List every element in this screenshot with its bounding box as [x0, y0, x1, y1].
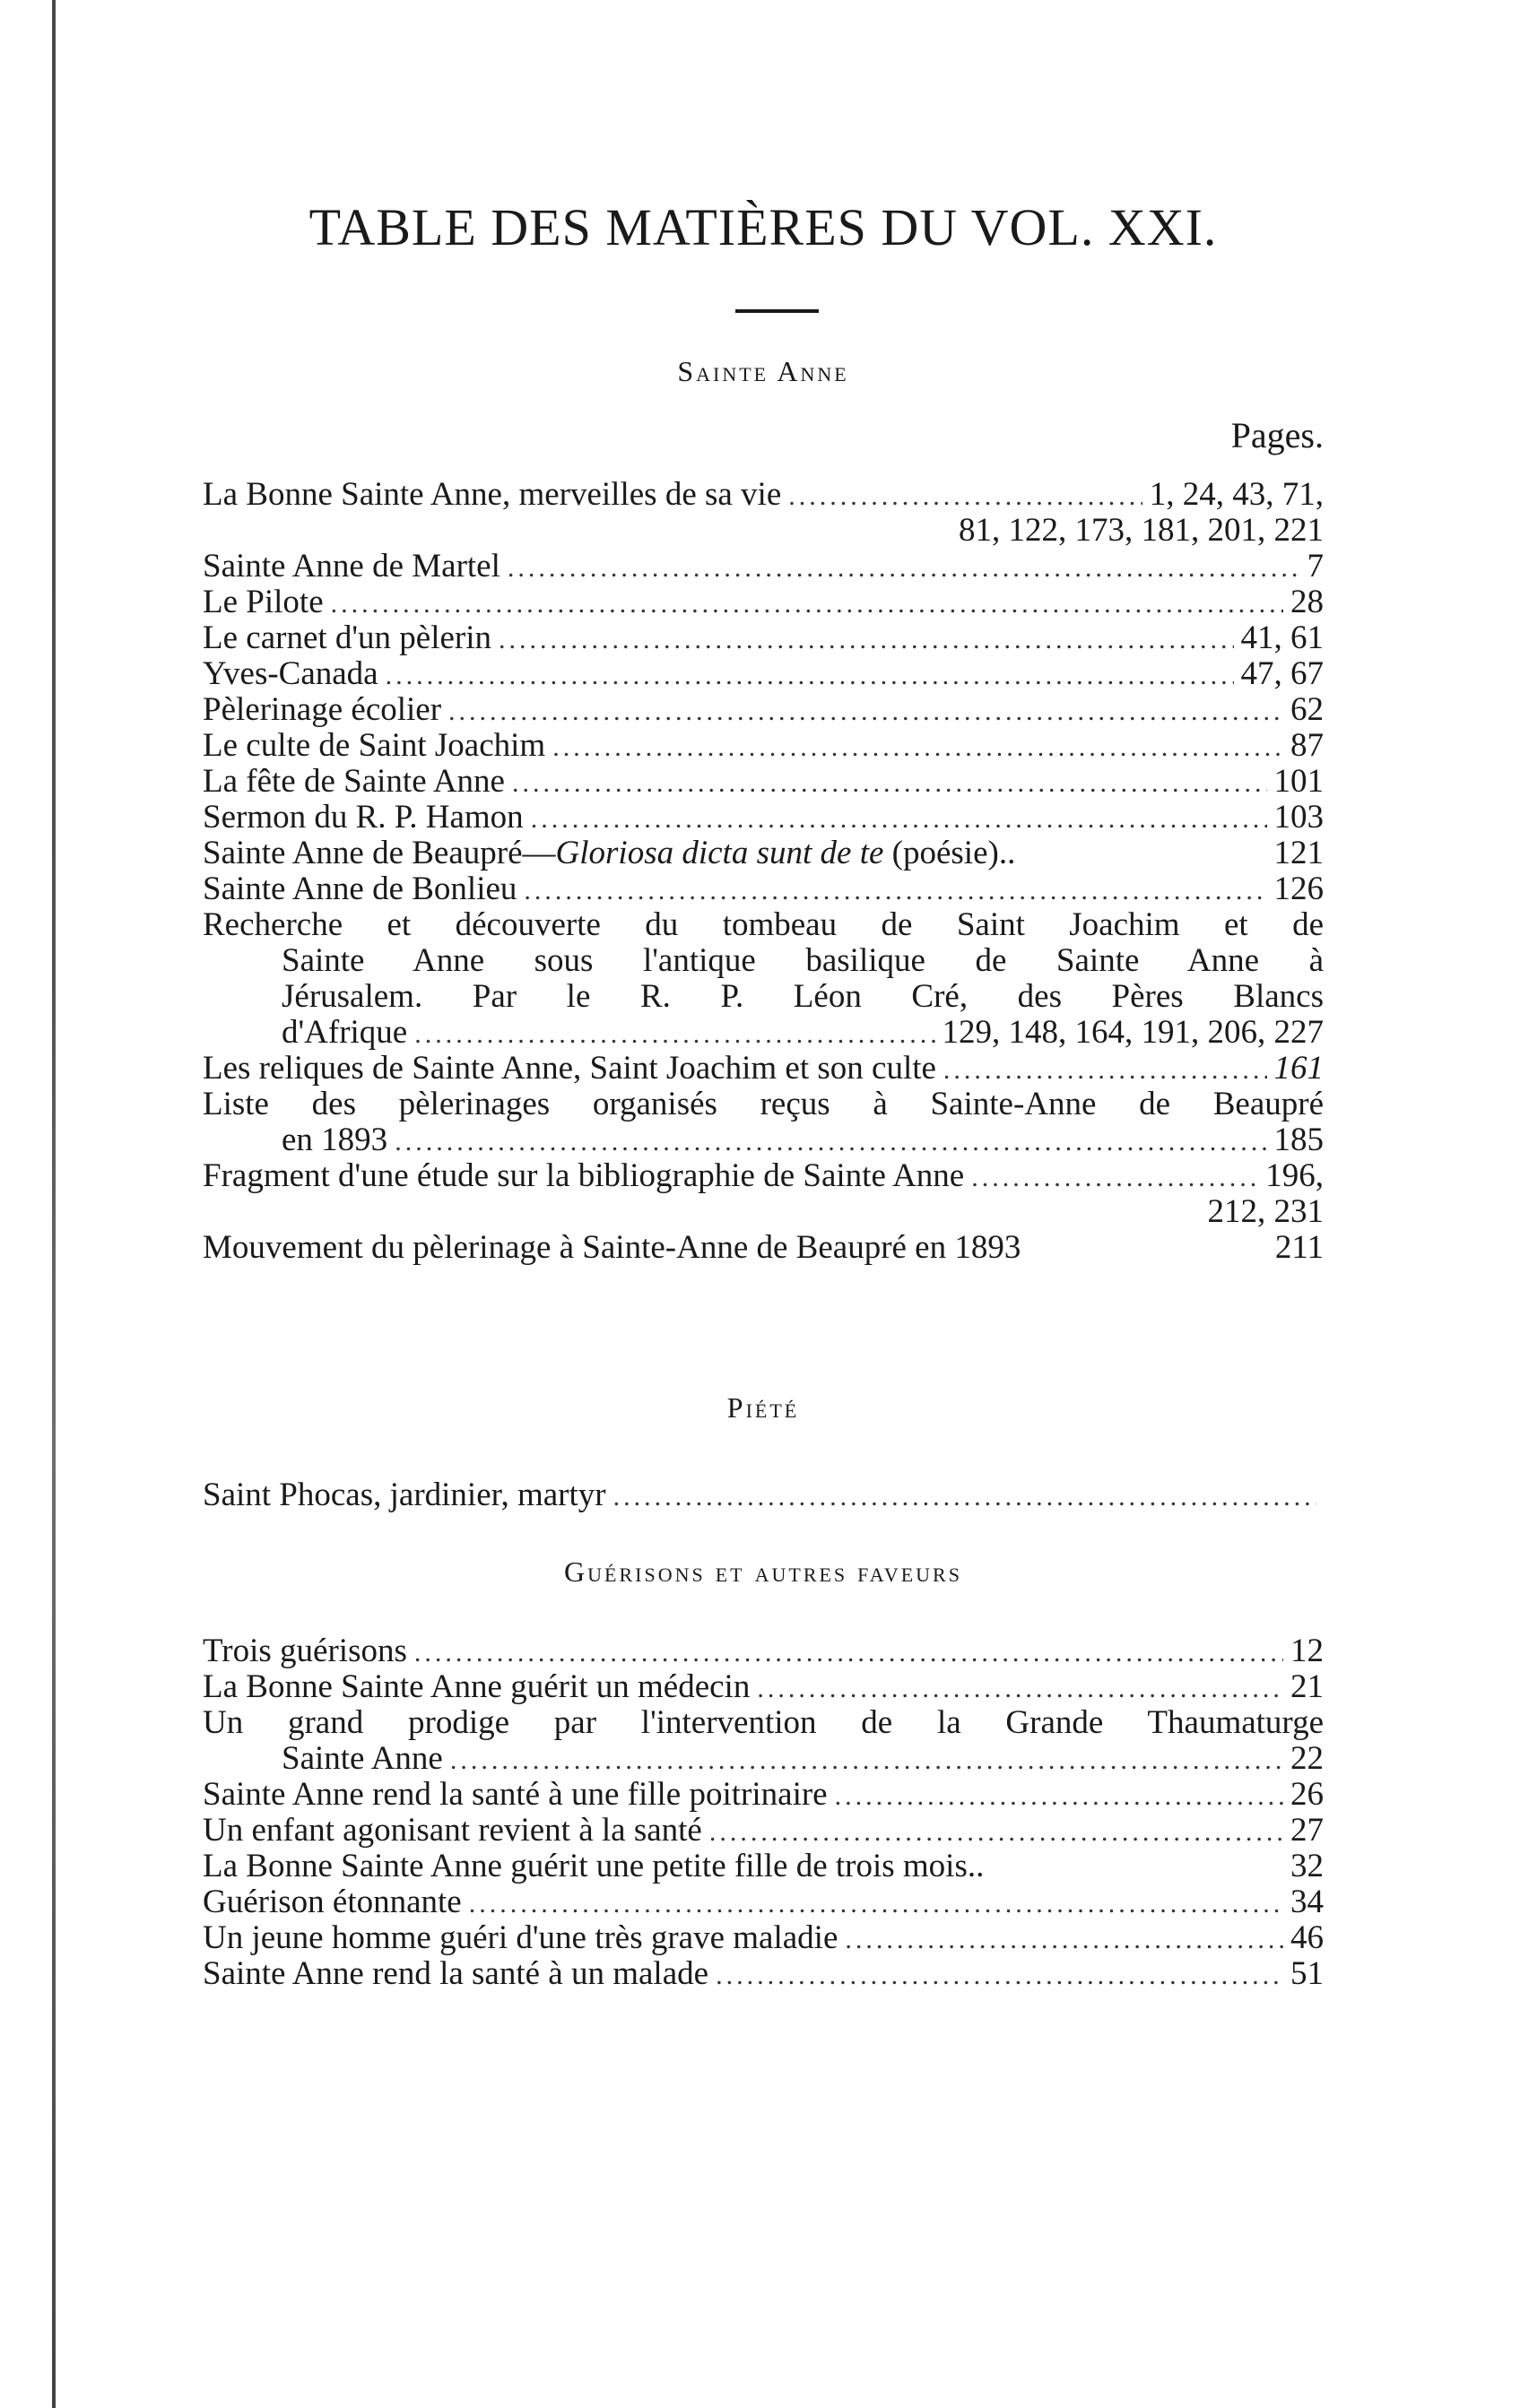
toc-entry: en 1893 ..... 185	[203, 1122, 1324, 1158]
title-rule	[735, 309, 819, 313]
toc-entry: La Bonne Sainte Anne guérit une petite fille de trois mois.. 32	[203, 1848, 1324, 1884]
section-heading-sainte-anne: Sainte Anne	[677, 355, 849, 387]
toc-entry-line: Un grand prodige par l'intervention de la Grande Thaumaturge	[203, 1704, 1324, 1741]
toc-entry: Sainte Anne rend la santé à un malade ..... 51	[203, 1956, 1324, 1992]
toc-entry: Un jeune homme guéri d'une très grave maladie ..... 46	[203, 1920, 1324, 1956]
toc-entry: La Bonne Sainte Anne guérit un médecin ..... 21	[203, 1669, 1324, 1705]
toc-entry: Sainte Anne de Bonlieu ..... 126	[203, 871, 1324, 907]
leader-dots	[524, 873, 1266, 909]
toc-entry: Le Pilote ..... 28	[203, 585, 1324, 620]
leader-dots	[414, 1635, 1283, 1671]
leader-dots	[845, 1922, 1283, 1958]
toc-entry: Sainte Anne de Beaupré—Gloriosa dicta sunt de te (poésie).. 121	[203, 835, 1324, 871]
toc-entry: Mouvement du pèlerinage à Sainte-Anne de Beaupré en 1893 211	[203, 1229, 1324, 1266]
sainte-anne-list	[203, 477, 1324, 1266]
leader-dots	[331, 586, 1283, 622]
toc-entry: La Bonne Sainte Anne, merveilles de sa vie ..... 1, 24, 43, 71,	[203, 477, 1324, 513]
toc-entry: Trois guérisons ..... 12	[203, 1633, 1324, 1669]
toc-entry: Guérison étonnante ..... 34	[203, 1884, 1324, 1920]
leader-dots	[512, 766, 1267, 801]
pages-column-label: Pages.	[1230, 415, 1324, 455]
toc-entry: Un enfant agonisant revient à la santé ..... 27	[203, 1813, 1324, 1849]
page-title: TABLE DES MATIÈRES DU VOL. XXI.	[308, 198, 1218, 256]
toc-entry-line: Liste des pèlerinages organisés reçus à Sainte-Anne de Beaupré	[203, 1086, 1324, 1122]
toc-entry-continuation: 81, 122, 173, 181, 201, 221	[959, 512, 1324, 549]
leader-dots	[757, 1671, 1283, 1707]
toc-entry-line: Jérusalem. Par le R. P. Léon Cré, des Pères Blancs	[282, 978, 1324, 1015]
leader-dots	[386, 658, 1234, 694]
toc-entry: Saint Phocas, jardinier, martyr .....	[203, 1477, 1324, 1513]
leader-dots	[835, 1779, 1283, 1815]
leader-dots	[552, 730, 1283, 766]
toc-entry-line: Recherche et découverte du tombeau de Saint Joachim et de	[203, 906, 1324, 943]
leader-dots	[971, 1160, 1258, 1196]
leader-dots	[414, 1017, 934, 1052]
toc-entry: Fragment d'une étude sur la bibliographie de Sainte Anne ..... 196,	[203, 1158, 1324, 1194]
toc-entry: Pèlerinage écolier ..... 62	[203, 692, 1324, 728]
leader-dots	[395, 1124, 1266, 1160]
guerisons-list	[203, 1633, 1324, 1992]
leader-dots	[613, 1479, 1316, 1515]
leader-dots	[469, 1886, 1283, 1922]
piete-list	[203, 1477, 1324, 1513]
toc-entry-continuation: 212, 231	[1207, 1193, 1324, 1230]
leader-dots	[508, 550, 1300, 586]
leader-dots	[499, 622, 1233, 658]
toc-entry: La fête de Sainte Anne ..... 101	[203, 764, 1324, 800]
leader-dots	[943, 1052, 1267, 1088]
leader-dots	[450, 1743, 1283, 1779]
leader-dots	[531, 801, 1267, 837]
toc-entry: Les reliques de Sainte Anne, Saint Joachim et son culte ..... 161	[203, 1051, 1324, 1087]
leader-dots	[788, 479, 1142, 515]
toc-entry: Le carnet d'un pèlerin ..... 41, 61	[203, 620, 1324, 656]
toc-entry: Sermon du R. P. Hamon ..... 103	[203, 800, 1324, 836]
toc-entry: Sainte Anne rend la santé à une fille poitrinaire ..... 26	[203, 1777, 1324, 1813]
toc-entry: Le culte de Saint Joachim ..... 87	[203, 728, 1324, 764]
section-heading-piete: Piété	[726, 1391, 800, 1424]
toc-entry: Yves-Canada ..... 47, 67	[203, 656, 1324, 692]
toc-entry: Sainte Anne de Martel ..... 7	[203, 549, 1324, 585]
toc-entry: d'Afrique ..... 129, 148, 164, 191, 206, 227	[203, 1015, 1324, 1051]
toc-entry-line: Sainte Anne sous l'antique basilique de Sainte Anne à	[282, 942, 1324, 979]
page-edge-line	[52, 0, 56, 2408]
leader-dots	[709, 1815, 1283, 1850]
leader-dots	[716, 1958, 1283, 1994]
leader-dots	[448, 694, 1283, 730]
section-heading-guerisons: Guérisons et autres faveurs	[564, 1555, 962, 1588]
toc-entry: Sainte Anne ..... 22	[203, 1741, 1324, 1777]
